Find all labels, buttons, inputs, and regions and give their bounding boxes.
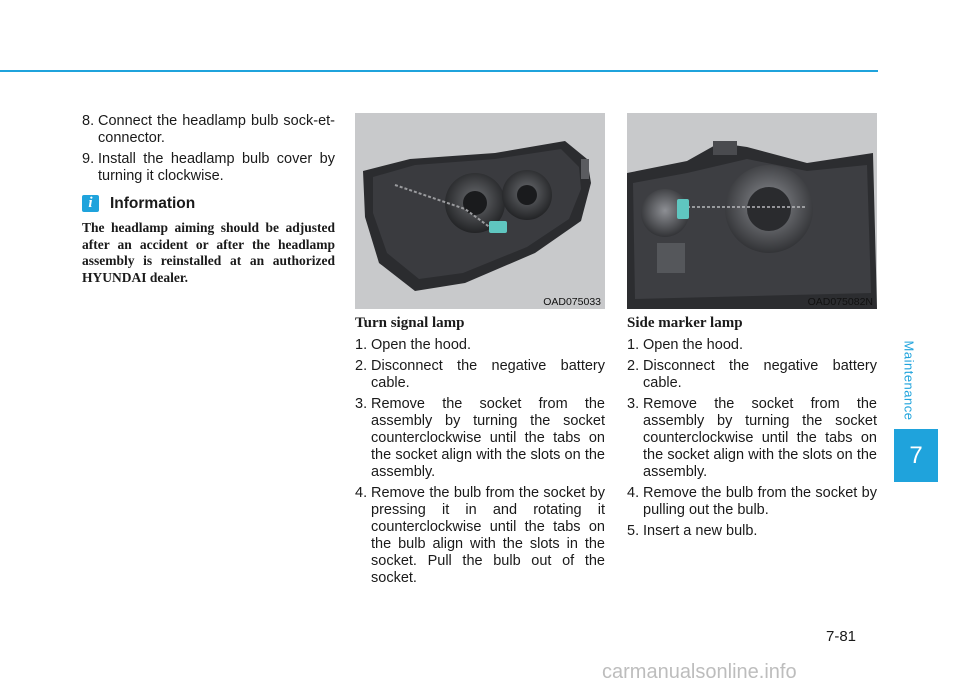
info-icon: i [82,195,99,212]
headlamp-rear-illustration [355,113,605,309]
step-item: 4. Remove the bulb from the socket by pulling out the bulb. [627,485,877,518]
section-tab-number: 7 [894,429,938,482]
watermark: carmanualsonline.info [602,661,797,683]
side-marker-title: Side marker lamp [627,315,743,331]
information-header [82,195,335,212]
header-rule [0,70,878,72]
step-item: 4. Remove the bulb from the socket by pressing it in and rotating it counterclockwise until the tabs on the bulb align with the slots in the socket. Pull the bulb out of the socket. [355,485,605,586]
headlamp-steps [82,113,335,185]
turn-signal-title: Turn signal lamp [355,315,465,331]
turn-signal-steps [355,337,605,587]
step-item: 3. Remove the socket from the assembly by turning the socket counterclockwise until the tabs on the socket align with the slots on the assembly. [627,396,877,480]
side-marker-illustration [627,113,877,309]
step-item: 8. Connect the headlamp bulb sock-et-connector. [82,113,335,146]
step-item: 5. Insert a new bulb. [627,523,758,539]
step-item: 9. Install the headlamp bulb cover by turning it clockwise. [82,151,335,184]
figure-code: OAD075033 [543,296,601,308]
figure-code: OAD075082N [807,296,873,308]
step-item: 2. Disconnect the negative battery cable. [627,358,877,391]
turn-signal-lamp-figure [355,113,605,309]
column-left [82,113,335,286]
step-item: 2. Disconnect the negative battery cable. [355,358,605,391]
column-middle [355,315,605,591]
step-item: 3. Remove the socket from the assembly by turning the socket counterclockwise until the tabs on the socket align with the slots on the assembly. [355,396,605,480]
side-marker-lamp-figure [627,113,877,309]
information-title: Information [110,195,196,212]
side-marker-steps [627,337,877,540]
step-item: 1. Open the hood. [627,337,743,353]
page-number: 7-81 [826,628,857,645]
section-tab-label: Maintenance [901,340,917,420]
information-body: The headlamp aiming should be adjusted after an accident or after the headlamp assembly is reinstalled at an authorized HYUNDAI dealer. [82,220,335,285]
step-item: 1. Open the hood. [355,337,471,353]
column-right [627,315,877,544]
